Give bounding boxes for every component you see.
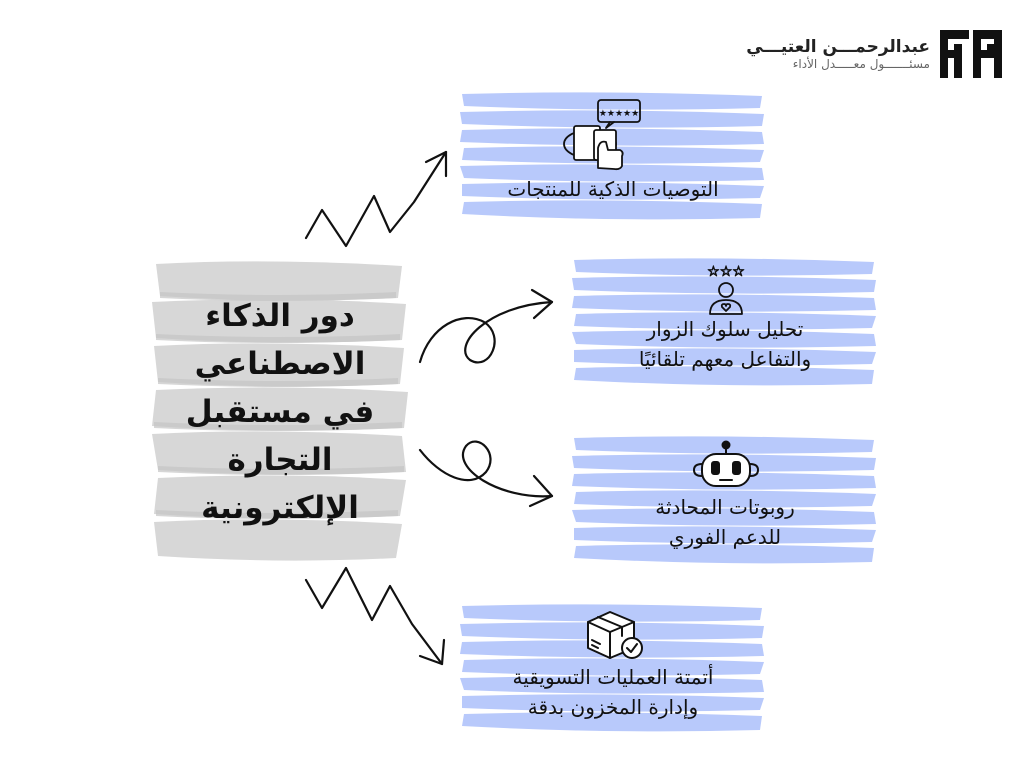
- card-text: [460, 174, 766, 204]
- card-line: روبوتات المحادثة: [655, 495, 795, 519]
- main-title-line: الاصطناعي: [194, 346, 366, 382]
- package-check-icon: [584, 608, 646, 660]
- arrow-to-card-4: [306, 568, 444, 664]
- chatbot-icon: [690, 440, 762, 490]
- main-title-line: دور الذكاء: [205, 298, 355, 334]
- arrow-to-card-2: [420, 290, 552, 362]
- card-line: تحليل سلوك الزوار: [646, 317, 804, 341]
- main-title-line: في مستقبل: [185, 394, 375, 430]
- card-line: أتمتة العمليات التسويقية: [512, 665, 714, 689]
- card-product-recommendations: [460, 92, 766, 222]
- brand-title: مسئـــــــول معـــــدل الأداء: [792, 57, 930, 71]
- card-line: وإدارة المخزون بدقة: [527, 695, 699, 719]
- card-line: للدعم الفوري: [668, 525, 782, 549]
- card-chatbots: [572, 436, 878, 566]
- card-text: [572, 314, 878, 374]
- card-visitor-behavior: [572, 258, 878, 388]
- user-rating-icon: [702, 262, 750, 316]
- main-title-line: التجارة: [227, 442, 333, 478]
- card-line: والتفاعل معهم تلقائيًا: [638, 347, 812, 371]
- card-text: [572, 492, 878, 552]
- card-text: [460, 662, 766, 722]
- arrow-to-card-1: [306, 152, 446, 246]
- svg-text:☆☆☆: ☆☆☆: [707, 264, 745, 280]
- card-line: التوصيات الذكية للمنتجات: [507, 177, 719, 201]
- card-marketing-automation: [460, 604, 766, 734]
- svg-text:★★★★★: ★★★★★: [598, 109, 640, 119]
- arrow-to-card-3: [420, 442, 552, 506]
- brand-name: عبدالرحمـــن العتيـــي: [746, 36, 930, 57]
- product-review-icon: [560, 96, 642, 170]
- main-title-line: الإلكترونية: [201, 490, 359, 526]
